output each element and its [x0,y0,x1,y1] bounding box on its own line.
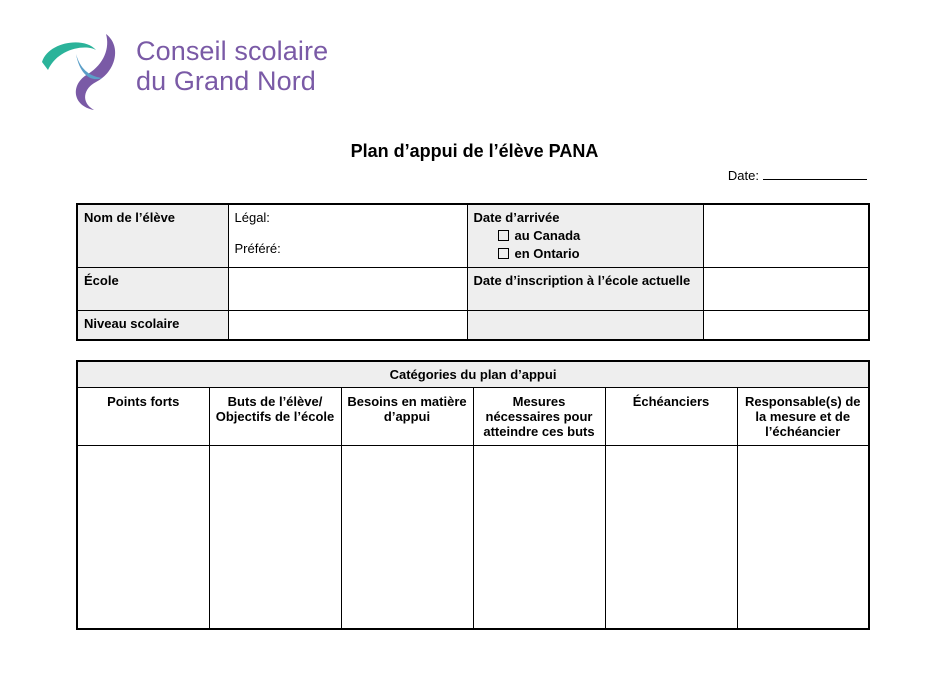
niveau-value-cell[interactable] [228,311,467,341]
header-besoins: Besoins en matière d’appui [341,388,473,446]
date-blank-line[interactable] [763,167,867,180]
ontario-checkbox[interactable] [498,248,509,259]
echeanciers-cell[interactable] [605,446,737,630]
date-field [728,167,867,183]
arrivee-label: Date d’arrivée [473,210,560,225]
logo-text [136,36,328,96]
buts-cell[interactable] [209,446,341,630]
arrivee-label-cell [467,204,703,268]
header-mesures: Mesures nécessaires pour atteindre ces buts [473,388,605,446]
responsables-cell[interactable] [737,446,869,630]
mesures-cell[interactable] [473,446,605,630]
header-responsables: Responsable(s) de la mesure et de l’échéancier [737,388,869,446]
inscription-label: Date d’inscription à l’école actuelle [473,273,691,288]
canada-checkbox[interactable] [498,230,509,241]
empty-shaded-cell [467,311,703,341]
header-buts: Buts de l’élève/ Objectifs de l’école [209,388,341,446]
ecole-label: École [84,273,119,288]
categories-caption: Catégories du plan d’appui [77,361,869,388]
besoins-cell[interactable] [341,446,473,630]
arrivee-value-cell[interactable] [703,204,869,268]
school-board-logo [36,24,336,114]
date-label: Date: [727,168,759,183]
header-points-forts: Points forts [77,388,209,446]
empty-value-cell[interactable] [703,311,869,341]
support-plan-table [76,360,870,630]
inscription-value-cell[interactable] [703,268,869,311]
student-info-table [76,203,870,341]
nom-label: Nom de l’élève [84,210,176,225]
canada-label: au Canada [514,228,581,243]
points-forts-cell[interactable] [77,446,209,630]
ecole-value-cell[interactable] [228,268,467,311]
logo-line2: du Grand Nord [136,66,316,96]
document-title: Plan d’appui de l’élève PANA [350,141,599,161]
niveau-label-cell [77,311,228,341]
inscription-label-cell [467,268,703,311]
legal-label: Légal: [234,210,270,225]
ecole-label-cell [77,268,228,311]
nom-value-cell[interactable] [228,204,467,268]
logo-swirl-icon [36,24,126,114]
ontario-label: en Ontario [514,246,580,261]
prefere-label: Préféré: [234,241,281,256]
niveau-label: Niveau scolaire [84,316,180,331]
logo-line1: Conseil scolaire [136,36,329,66]
nom-label-cell [77,204,228,268]
header-echeanciers: Échéanciers [605,388,737,446]
